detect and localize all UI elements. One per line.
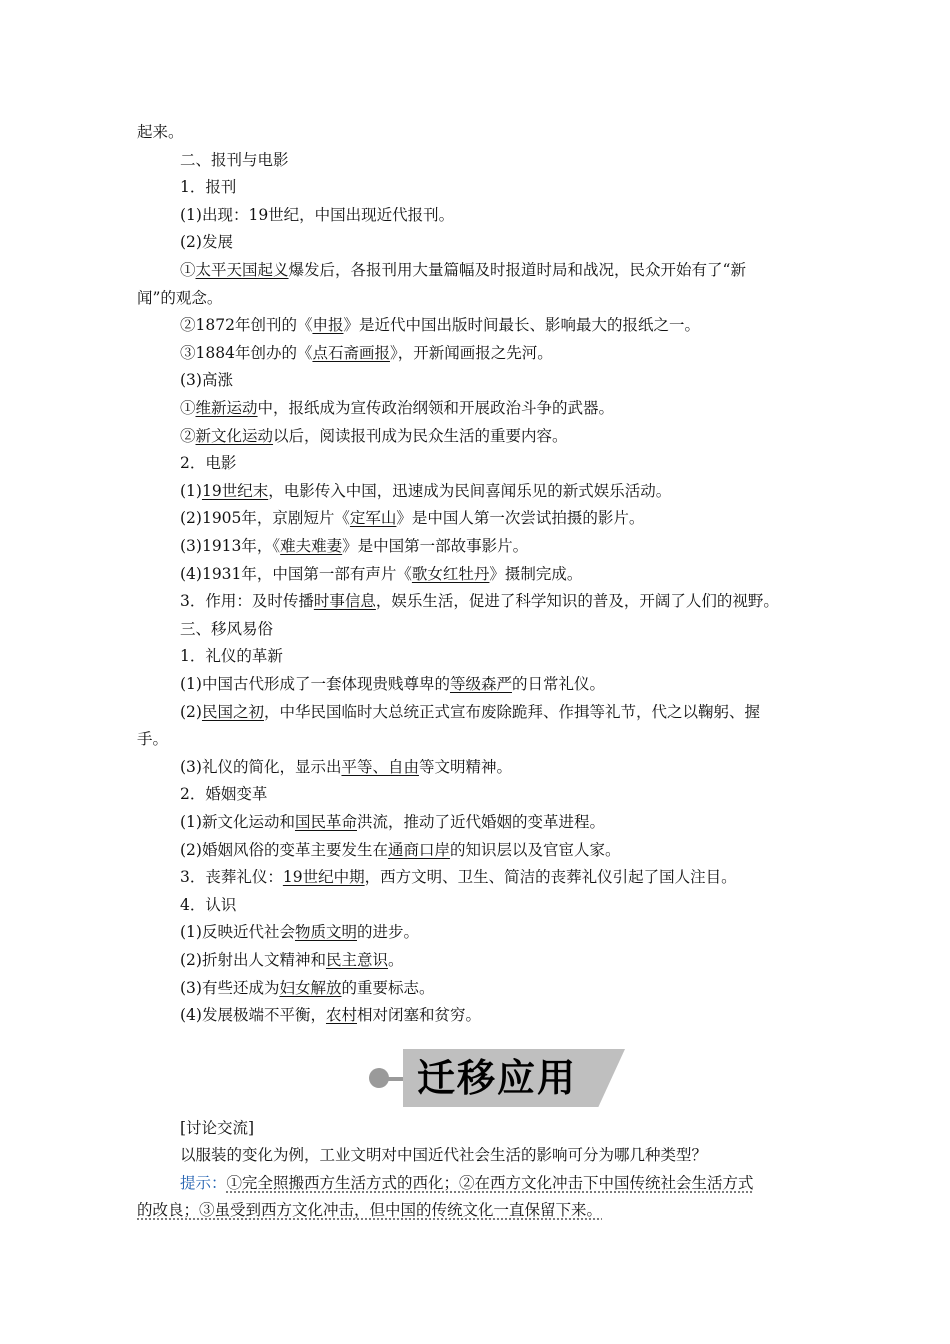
text-line	[137, 122, 817, 142]
text-line	[180, 895, 820, 915]
text-line	[180, 453, 820, 473]
text-line	[180, 481, 820, 501]
text-segment: ，中华民国临时大总统正式宣布废除跪拜、作揖等礼节，代之以鞠躬、握	[263, 703, 760, 721]
text-segment: (1)中国古代形成了一套体现贵贱尊卑的	[180, 675, 450, 693]
text-segment: (1)	[180, 482, 202, 500]
text-segment: 二、报刊与电影	[180, 151, 289, 169]
key-term: 通商口岸	[387, 841, 450, 859]
banner-title: 迁移应用	[417, 1056, 578, 1100]
text-segment: 爆发后，各报刊用大量篇幅及时报道时局和战况，民众开始有了“新	[288, 261, 746, 279]
text-segment: ②	[180, 427, 196, 445]
text-segment: (1)反映近代社会	[180, 923, 295, 941]
text-segment: 1．礼仪的革新	[180, 647, 283, 665]
text-line	[180, 177, 820, 197]
text-segment: (4)1931年，中国第一部有声片《	[180, 565, 412, 583]
text-segment: ，电影传入中国，迅速成为民间喜闻乐见的新式娱乐活动。	[268, 482, 672, 500]
discussion-question: 以服装的变化为例，工业文明对中国近代社会生活的影响可分为哪几种类型？	[180, 1146, 708, 1164]
text-segment: ③1884年创办的《	[180, 344, 313, 362]
key-term: 民国之初	[201, 703, 264, 721]
key-term: 新文化运动	[195, 427, 274, 445]
text-line	[180, 315, 820, 335]
text-segment: (2)婚姻风俗的变革主要发生在	[180, 841, 388, 859]
text-line	[180, 591, 820, 611]
text-segment: (2)	[180, 703, 202, 721]
text-segment: 3．作用：及时传播	[180, 592, 314, 610]
text-line	[180, 922, 820, 942]
text-line	[180, 205, 820, 225]
text-segment: 等文明精神。	[418, 758, 512, 776]
text-segment: 以后，阅读报刊成为民众生活的重要内容。	[273, 427, 568, 445]
text-segment: 手。	[137, 730, 169, 748]
text-segment: (3)1913年，《	[180, 537, 281, 555]
key-term: 等级森严	[449, 675, 512, 693]
key-term: 国民革命	[294, 813, 357, 831]
text-segment: 》是近代中国出版时间最长、影响最大的报纸之一。	[343, 316, 700, 334]
key-term: 19世纪中期	[282, 868, 365, 886]
key-term: 难夫难妻	[280, 537, 343, 555]
text-segment: 2．电影	[180, 454, 237, 472]
hint-text-2: 的改良；③虽受到西方文化冲击，但中国的传统文化一直保留下来。	[137, 1201, 603, 1219]
key-term: 平等、自由	[341, 758, 419, 776]
hint-text-1: ①完全照搬西方生活方式的西化；②在西方文化冲击下中国传统社会生活方式	[226, 1174, 754, 1192]
text-segment: 中，报纸成为宣传政治纲领和开展政治斗争的武器。	[257, 399, 615, 417]
text-segment: ，西方文明、卫生、简洁的丧葬礼仪引起了国人注目。	[364, 868, 737, 886]
text-line	[180, 343, 820, 363]
text-segment: (2)折射出人文精神和	[180, 951, 326, 969]
text-line	[180, 840, 820, 860]
key-term: 物质文明	[294, 923, 357, 941]
key-term: 歌女红牡丹	[411, 565, 490, 583]
text-line	[180, 812, 820, 832]
key-term: 农村	[325, 1006, 357, 1024]
text-segment: ，娱乐生活，促进了科学知识的普及，开阔了人们的视野。	[375, 592, 779, 610]
key-term: 申报	[312, 316, 344, 334]
text-line	[180, 536, 820, 556]
text-line	[180, 150, 820, 170]
text-line	[180, 232, 820, 252]
text-segment: 》摄制完成。	[489, 565, 583, 583]
key-term: 定军山	[349, 509, 397, 527]
text-segment: (4)发展极端不平衡，	[180, 1006, 326, 1024]
text-segment: 。	[387, 951, 404, 969]
text-segment: 的知识层以及官宦人家。	[449, 841, 621, 859]
text-segment: (1)出现：19世纪，中国出现近代报刊。	[180, 206, 455, 224]
key-term: 维新运动	[195, 399, 258, 417]
key-term: 妇女解放	[279, 979, 342, 997]
text-line	[180, 1005, 820, 1025]
text-segment: 洪流，推动了近代婚姻的变革进程。	[356, 813, 605, 831]
hint-line-1	[180, 1173, 820, 1193]
text-line	[180, 757, 820, 777]
text-segment: 1．报刊	[180, 178, 237, 196]
text-segment: 相对闭塞和贫穷。	[356, 1006, 481, 1024]
text-line	[180, 398, 820, 418]
discussion-heading: [讨论交流]	[180, 1119, 255, 1137]
hint-line-2	[137, 1200, 817, 1220]
text-segment: 的重要标志。	[341, 979, 435, 997]
text-segment: 三、移风易俗	[180, 620, 274, 638]
text-segment: ①	[180, 261, 196, 279]
key-term: 太平天国起义	[195, 261, 289, 279]
key-term: 点石斋画报	[312, 344, 390, 362]
text-line	[180, 426, 820, 446]
text-segment: (3)高涨	[180, 371, 233, 389]
text-segment: 4．认识	[180, 896, 237, 914]
text-segment: 3．丧葬礼仪：	[180, 868, 283, 886]
text-line	[180, 867, 820, 887]
text-line	[180, 370, 820, 390]
text-line	[180, 978, 820, 998]
text-segment: (1)新文化运动和	[180, 813, 295, 831]
section-banner	[363, 1049, 625, 1107]
text-segment: 2．婚姻变革	[180, 785, 268, 803]
text-line	[180, 260, 820, 280]
text-segment: 》是中国人第一次尝试拍摄的影片。	[396, 509, 645, 527]
key-term: 民主意识	[325, 951, 388, 969]
text-segment: 起来。	[137, 123, 184, 141]
text-line	[137, 729, 817, 749]
key-term: 时事信息	[313, 592, 376, 610]
text-line	[180, 508, 820, 528]
text-segment: (3)有些还成为	[180, 979, 280, 997]
text-segment: 》，开新闻画报之先河。	[389, 344, 553, 362]
text-segment: 》是中国第一部故事影片。	[342, 537, 529, 555]
text-segment: (3)礼仪的简化，显示出	[180, 758, 342, 776]
text-segment: (2)1905年，京剧短片《	[180, 509, 350, 527]
text-line	[180, 646, 820, 666]
text-segment: (2)发展	[180, 233, 233, 251]
text-line	[180, 564, 820, 584]
text-line	[180, 784, 820, 804]
hint-label: 提示：	[180, 1174, 227, 1192]
text-segment: 的日常礼仪。	[511, 675, 605, 693]
text-line	[137, 288, 817, 308]
text-line	[180, 702, 820, 722]
text-segment: 闻”的观念。	[137, 289, 223, 307]
text-segment: ②1872年创刊的《	[180, 316, 313, 334]
text-line	[180, 619, 820, 639]
text-line	[180, 674, 820, 694]
text-segment: 的进步。	[356, 923, 419, 941]
text-segment: ①	[180, 399, 196, 417]
text-line	[180, 950, 820, 970]
key-term: 19世纪末	[201, 482, 269, 500]
